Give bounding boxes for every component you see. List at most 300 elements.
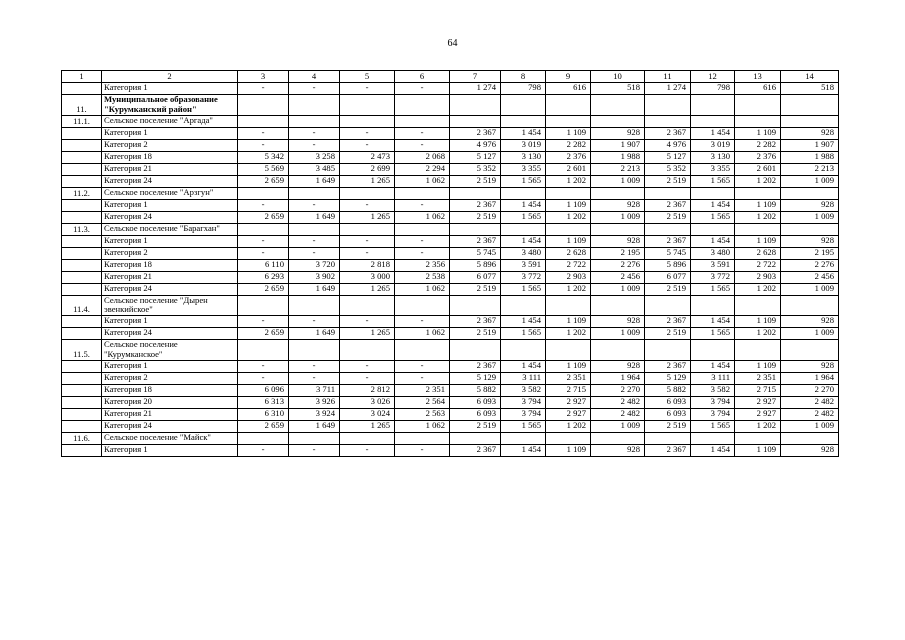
value-cell: 1 565: [691, 283, 735, 295]
value-cell: 5 745: [645, 247, 691, 259]
value-cell: [340, 223, 395, 235]
value-cell: -: [238, 199, 289, 211]
value-cell: 3 772: [691, 271, 735, 283]
value-cell: 2 659: [238, 328, 289, 340]
value-cell: 2 367: [450, 444, 501, 456]
value-cell: [289, 115, 340, 127]
value-cell: 2 519: [450, 283, 501, 295]
value-cell: 1 565: [501, 175, 546, 187]
value-cell: 2 367: [645, 444, 691, 456]
value-cell: -: [238, 316, 289, 328]
value-cell: 1 062: [395, 211, 450, 223]
column-header: 9: [546, 71, 591, 83]
column-header: 1: [62, 71, 102, 83]
value-cell: [691, 187, 735, 199]
value-cell: 2 519: [450, 175, 501, 187]
value-cell: 2 715: [546, 384, 591, 396]
value-cell: [501, 432, 546, 444]
value-cell: 3 355: [691, 163, 735, 175]
value-cell: 1 265: [340, 420, 395, 432]
row-number: 11.3.: [62, 223, 102, 235]
table-row: [62, 295, 839, 316]
value-cell: 1 454: [691, 316, 735, 328]
value-cell: [546, 95, 591, 116]
value-cell: 928: [781, 444, 839, 456]
value-cell: 1 062: [395, 328, 450, 340]
value-cell: -: [289, 360, 340, 372]
value-cell: [591, 115, 645, 127]
value-cell: 6 110: [238, 259, 289, 271]
value-cell: 5 342: [238, 151, 289, 163]
value-cell: 1 009: [781, 328, 839, 340]
row-number: [62, 316, 102, 328]
value-cell: 1 202: [546, 211, 591, 223]
value-cell: 616: [546, 83, 591, 95]
value-cell: [546, 340, 591, 361]
value-cell: 928: [591, 127, 645, 139]
value-cell: [395, 95, 450, 116]
value-cell: 1 649: [289, 420, 340, 432]
value-cell: 2 367: [450, 199, 501, 211]
row-number: [62, 372, 102, 384]
value-cell: [691, 95, 735, 116]
value-cell: 518: [591, 83, 645, 95]
value-cell: [450, 432, 501, 444]
value-cell: 2 473: [340, 151, 395, 163]
value-cell: 2 068: [395, 151, 450, 163]
value-cell: 1 202: [735, 328, 781, 340]
value-cell: 2 538: [395, 271, 450, 283]
row-number: [62, 151, 102, 163]
value-cell: 1 109: [735, 199, 781, 211]
value-cell: [691, 295, 735, 316]
value-cell: [645, 187, 691, 199]
value-cell: [340, 95, 395, 116]
value-cell: 2 818: [340, 259, 395, 271]
value-cell: 5 896: [450, 259, 501, 271]
value-cell: 928: [591, 199, 645, 211]
value-cell: 1 109: [546, 316, 591, 328]
value-cell: 2 367: [645, 235, 691, 247]
value-cell: -: [289, 127, 340, 139]
value-cell: 1 565: [691, 211, 735, 223]
value-cell: 3 711: [289, 384, 340, 396]
value-cell: 928: [781, 199, 839, 211]
value-cell: 3 480: [501, 247, 546, 259]
row-name: Категория 24: [102, 283, 238, 295]
value-cell: 2 367: [450, 127, 501, 139]
row-number: 11.6.: [62, 432, 102, 444]
column-header: 6: [395, 71, 450, 83]
value-cell: 2 270: [781, 384, 839, 396]
value-cell: [395, 340, 450, 361]
value-cell: [450, 223, 501, 235]
value-cell: 3 130: [691, 151, 735, 163]
value-cell: [691, 432, 735, 444]
value-cell: 1 907: [781, 139, 839, 151]
value-cell: 5 129: [645, 372, 691, 384]
value-cell: 1 109: [546, 235, 591, 247]
table-row: [62, 328, 839, 340]
value-cell: [395, 295, 450, 316]
value-cell: 2 367: [645, 199, 691, 211]
value-cell: 3 019: [501, 139, 546, 151]
value-cell: 3 902: [289, 271, 340, 283]
table-row: [62, 223, 839, 235]
row-name: Категория 21: [102, 408, 238, 420]
value-cell: 1 565: [691, 420, 735, 432]
column-header: 14: [781, 71, 839, 83]
value-cell: 3 720: [289, 259, 340, 271]
value-cell: 3 924: [289, 408, 340, 420]
value-cell: [501, 223, 546, 235]
value-cell: 2 519: [450, 328, 501, 340]
value-cell: 1 274: [645, 83, 691, 95]
table-row: [62, 420, 839, 432]
row-name: Категория 24: [102, 328, 238, 340]
value-cell: 1 265: [340, 283, 395, 295]
row-number: 11.: [62, 95, 102, 116]
value-cell: 1 109: [735, 360, 781, 372]
value-cell: 1 109: [546, 444, 591, 456]
table-row: [62, 211, 839, 223]
value-cell: [781, 115, 839, 127]
value-cell: -: [289, 83, 340, 95]
value-cell: [289, 295, 340, 316]
table-row: [62, 444, 839, 456]
value-cell: -: [340, 360, 395, 372]
value-cell: 2 351: [395, 384, 450, 396]
value-cell: 2 659: [238, 283, 289, 295]
value-cell: [450, 115, 501, 127]
value-cell: 2 519: [645, 175, 691, 187]
value-cell: 3 591: [691, 259, 735, 271]
value-cell: 928: [591, 316, 645, 328]
row-number: [62, 199, 102, 211]
row-number: [62, 283, 102, 295]
row-number: [62, 235, 102, 247]
value-cell: 1 454: [501, 235, 546, 247]
value-cell: [735, 187, 781, 199]
value-cell: [735, 432, 781, 444]
header-row: [62, 71, 839, 83]
value-cell: 1 202: [546, 420, 591, 432]
value-cell: 2 282: [735, 139, 781, 151]
row-number: [62, 259, 102, 271]
row-name: Категория 18: [102, 384, 238, 396]
value-cell: 2 282: [546, 139, 591, 151]
value-cell: -: [340, 127, 395, 139]
table-row: [62, 316, 839, 328]
row-name: Категория 24: [102, 420, 238, 432]
value-cell: 3 794: [691, 408, 735, 420]
value-cell: 1 009: [591, 328, 645, 340]
value-cell: 3 111: [691, 372, 735, 384]
value-cell: 2 367: [645, 127, 691, 139]
value-cell: 2 927: [546, 408, 591, 420]
row-number: [62, 328, 102, 340]
value-cell: 5 745: [450, 247, 501, 259]
value-cell: 6 293: [238, 271, 289, 283]
table-row: [62, 271, 839, 283]
value-cell: 6 313: [238, 396, 289, 408]
value-cell: -: [238, 235, 289, 247]
value-cell: 928: [781, 235, 839, 247]
column-header: 8: [501, 71, 546, 83]
value-cell: 2 699: [340, 163, 395, 175]
value-cell: 1 109: [735, 127, 781, 139]
value-cell: 5 127: [645, 151, 691, 163]
value-cell: [238, 340, 289, 361]
value-cell: 1 907: [591, 139, 645, 151]
value-cell: 6 077: [645, 271, 691, 283]
value-cell: [289, 95, 340, 116]
value-cell: 2 482: [591, 408, 645, 420]
value-cell: [591, 295, 645, 316]
value-cell: 1 009: [591, 283, 645, 295]
value-cell: 2 563: [395, 408, 450, 420]
value-cell: 1 274: [450, 83, 501, 95]
value-cell: 1 565: [691, 175, 735, 187]
row-name: Муниципальное образование "Курумканский район": [102, 95, 238, 116]
value-cell: 2 482: [781, 396, 839, 408]
table-row: [62, 127, 839, 139]
row-name: Категория 20: [102, 396, 238, 408]
value-cell: 1 009: [781, 175, 839, 187]
value-cell: [591, 432, 645, 444]
row-number: [62, 408, 102, 420]
value-cell: 6 093: [645, 408, 691, 420]
row-name: Категория 21: [102, 163, 238, 175]
row-name: Категория 18: [102, 151, 238, 163]
value-cell: 1 202: [735, 175, 781, 187]
value-cell: -: [340, 199, 395, 211]
value-cell: 6 093: [450, 408, 501, 420]
value-cell: 1 649: [289, 211, 340, 223]
value-cell: 3 000: [340, 271, 395, 283]
value-cell: [395, 187, 450, 199]
value-cell: [735, 95, 781, 116]
value-cell: 2 519: [450, 420, 501, 432]
value-cell: [238, 432, 289, 444]
table-row: [62, 384, 839, 396]
value-cell: 1 454: [691, 235, 735, 247]
value-cell: 1 964: [591, 372, 645, 384]
value-cell: [395, 115, 450, 127]
value-cell: -: [340, 139, 395, 151]
value-cell: -: [289, 444, 340, 456]
value-cell: 3 926: [289, 396, 340, 408]
column-header: 4: [289, 71, 340, 83]
page-number: 64: [447, 38, 458, 49]
value-cell: 2 519: [645, 420, 691, 432]
value-cell: 3 480: [691, 247, 735, 259]
value-cell: -: [289, 372, 340, 384]
value-cell: 2 376: [735, 151, 781, 163]
value-cell: [340, 340, 395, 361]
table-row: [62, 235, 839, 247]
value-cell: 3 582: [501, 384, 546, 396]
value-cell: 3 794: [501, 408, 546, 420]
value-cell: [238, 115, 289, 127]
value-cell: 2 927: [735, 396, 781, 408]
value-cell: 1 265: [340, 211, 395, 223]
row-name: Категория 24: [102, 175, 238, 187]
row-number: [62, 175, 102, 187]
table-body: [62, 71, 839, 457]
value-cell: 2 659: [238, 211, 289, 223]
value-cell: -: [395, 360, 450, 372]
value-cell: 2 927: [546, 396, 591, 408]
value-cell: [238, 95, 289, 116]
row-number: [62, 360, 102, 372]
value-cell: 2 628: [735, 247, 781, 259]
value-cell: 5 352: [450, 163, 501, 175]
value-cell: [340, 295, 395, 316]
value-cell: 3 355: [501, 163, 546, 175]
value-cell: 2 270: [591, 384, 645, 396]
value-cell: 5 129: [450, 372, 501, 384]
value-cell: [591, 223, 645, 235]
table-row: [62, 259, 839, 271]
value-cell: 2 351: [546, 372, 591, 384]
column-header: 12: [691, 71, 735, 83]
row-number: [62, 271, 102, 283]
table-row: [62, 247, 839, 259]
value-cell: -: [289, 199, 340, 211]
value-cell: 2 195: [781, 247, 839, 259]
value-cell: 2 927: [735, 408, 781, 420]
value-cell: 3 772: [501, 271, 546, 283]
value-cell: 2 276: [781, 259, 839, 271]
value-cell: [546, 115, 591, 127]
value-cell: [395, 223, 450, 235]
table-row: [62, 163, 839, 175]
value-cell: 2 722: [546, 259, 591, 271]
table-row: [62, 95, 839, 116]
value-cell: -: [238, 127, 289, 139]
value-cell: [781, 223, 839, 235]
value-cell: 3 026: [340, 396, 395, 408]
row-number: [62, 396, 102, 408]
value-cell: 1 454: [691, 444, 735, 456]
value-cell: [645, 115, 691, 127]
row-name: Категория 2: [102, 247, 238, 259]
value-cell: [340, 187, 395, 199]
row-name: Сельское поселение "Барагхан": [102, 223, 238, 235]
value-cell: 5 352: [645, 163, 691, 175]
value-cell: [735, 115, 781, 127]
value-cell: [340, 432, 395, 444]
value-cell: 1 988: [781, 151, 839, 163]
value-cell: 1 454: [501, 444, 546, 456]
value-cell: -: [340, 247, 395, 259]
value-cell: 2 519: [645, 211, 691, 223]
value-cell: 2 213: [591, 163, 645, 175]
value-cell: 2 564: [395, 396, 450, 408]
value-cell: 1 565: [501, 211, 546, 223]
table-row: [62, 199, 839, 211]
value-cell: [546, 432, 591, 444]
table-row: [62, 340, 839, 361]
value-cell: 6 093: [450, 396, 501, 408]
value-cell: 1 565: [501, 420, 546, 432]
row-number: [62, 384, 102, 396]
row-number: [62, 163, 102, 175]
value-cell: 2 903: [546, 271, 591, 283]
value-cell: 928: [781, 127, 839, 139]
table-row: [62, 151, 839, 163]
value-cell: 928: [591, 360, 645, 372]
value-cell: 3 794: [501, 396, 546, 408]
value-cell: [450, 95, 501, 116]
value-cell: 2 722: [735, 259, 781, 271]
column-header: 10: [591, 71, 645, 83]
value-cell: 2 356: [395, 259, 450, 271]
value-cell: 2 456: [591, 271, 645, 283]
value-cell: 1 009: [591, 175, 645, 187]
value-cell: 3 794: [691, 396, 735, 408]
value-cell: 1 649: [289, 175, 340, 187]
table-row: [62, 408, 839, 420]
value-cell: [289, 187, 340, 199]
value-cell: [289, 340, 340, 361]
value-cell: 1 009: [781, 211, 839, 223]
value-cell: -: [395, 316, 450, 328]
value-cell: 1 009: [781, 283, 839, 295]
value-cell: [501, 295, 546, 316]
column-header: 5: [340, 71, 395, 83]
value-cell: 5 896: [645, 259, 691, 271]
value-cell: 798: [691, 83, 735, 95]
value-cell: [450, 295, 501, 316]
value-cell: [645, 295, 691, 316]
value-cell: -: [238, 372, 289, 384]
value-cell: 2 367: [450, 235, 501, 247]
value-cell: 5 882: [645, 384, 691, 396]
value-cell: 1 454: [691, 360, 735, 372]
value-cell: 928: [781, 316, 839, 328]
row-name: Категория 1: [102, 316, 238, 328]
value-cell: [289, 223, 340, 235]
value-cell: 2 456: [781, 271, 839, 283]
value-cell: 1 454: [501, 199, 546, 211]
value-cell: 6 093: [645, 396, 691, 408]
column-header: 2: [102, 71, 238, 83]
value-cell: -: [395, 247, 450, 259]
value-cell: [238, 295, 289, 316]
value-cell: 1 062: [395, 420, 450, 432]
value-cell: [450, 340, 501, 361]
row-name: Сельское поселение "Аргада": [102, 115, 238, 127]
value-cell: [591, 340, 645, 361]
row-name: Категория 2: [102, 372, 238, 384]
row-name: Категория 1: [102, 235, 238, 247]
value-cell: 3 111: [501, 372, 546, 384]
value-cell: [645, 340, 691, 361]
column-header: 7: [450, 71, 501, 83]
row-name: Сельское поселение "Майск": [102, 432, 238, 444]
value-cell: 6 096: [238, 384, 289, 396]
value-cell: [645, 95, 691, 116]
value-cell: 2 903: [735, 271, 781, 283]
value-cell: 1 565: [691, 328, 735, 340]
row-number: [62, 420, 102, 432]
column-header: 13: [735, 71, 781, 83]
value-cell: 2 601: [735, 163, 781, 175]
value-cell: 616: [735, 83, 781, 95]
value-cell: 1 109: [546, 199, 591, 211]
